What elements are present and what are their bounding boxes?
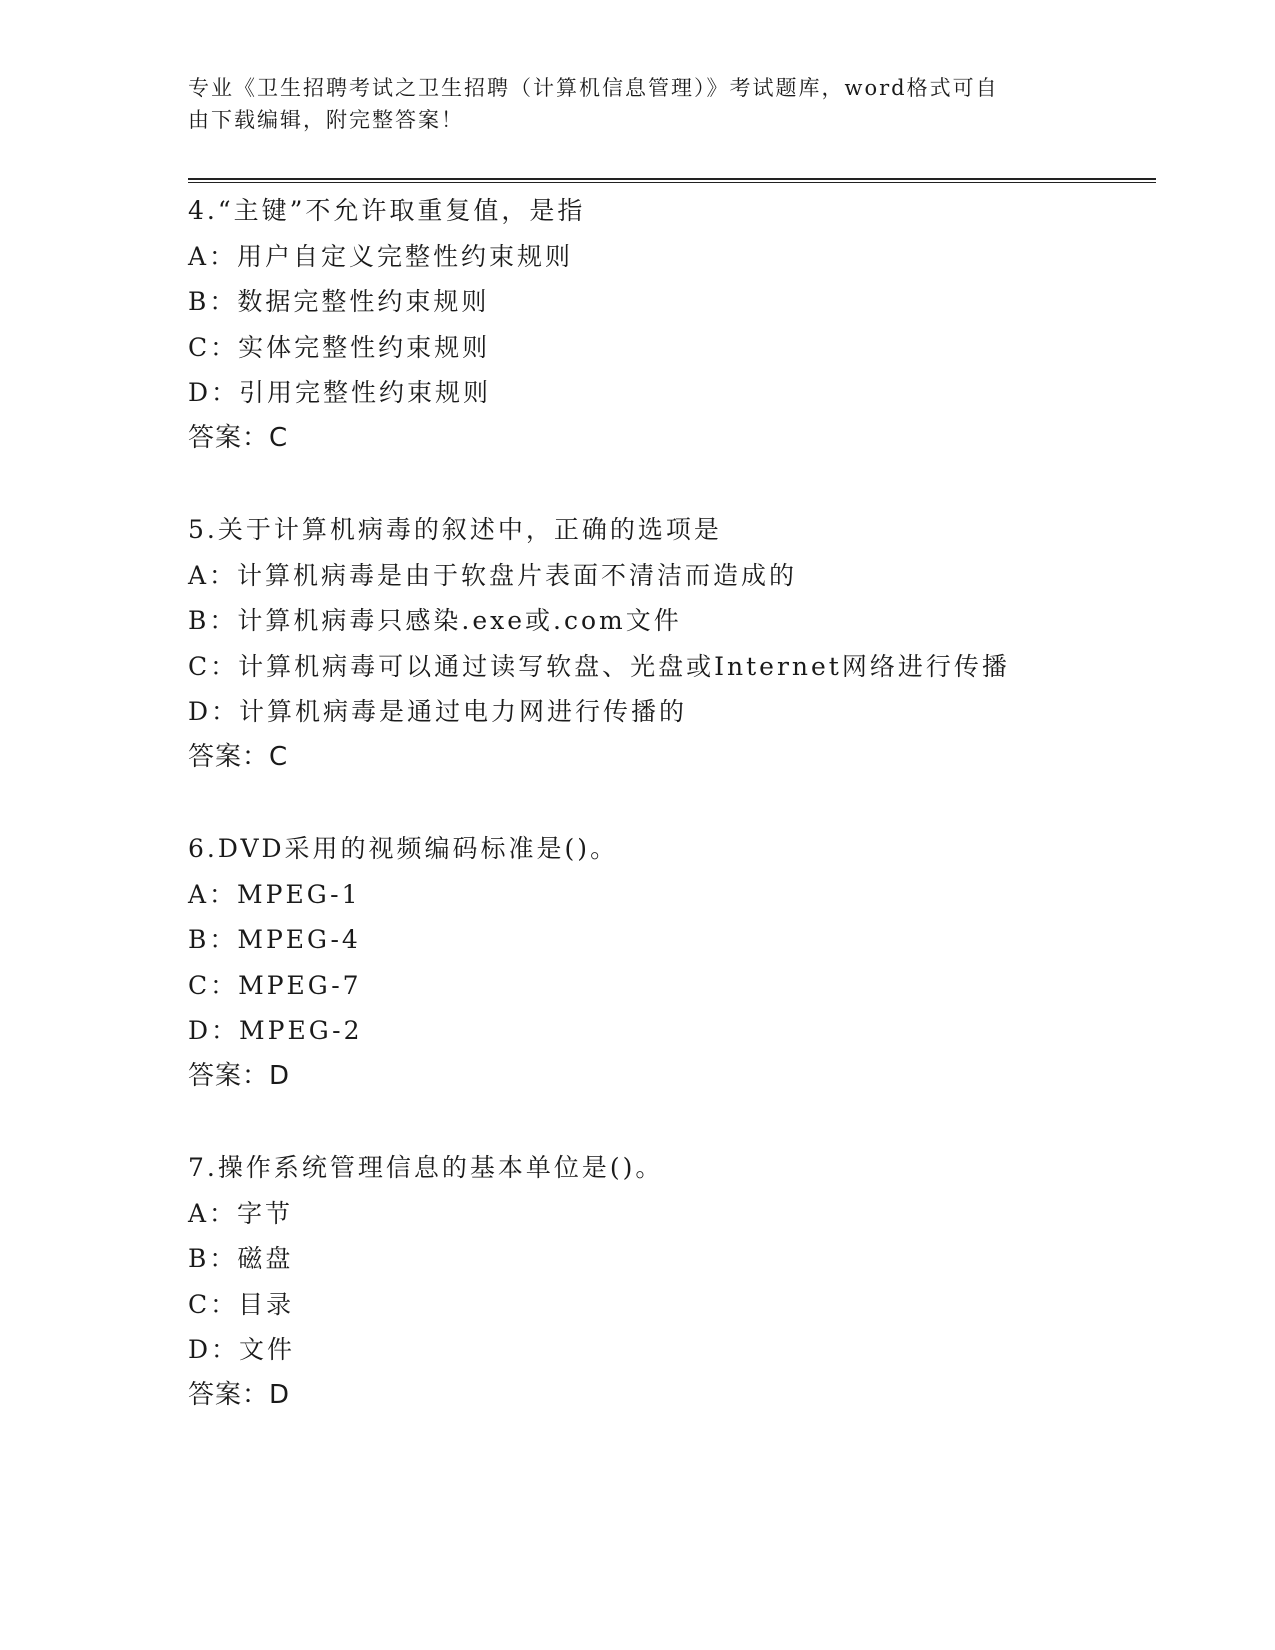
header-divider (188, 178, 1156, 183)
answer-label: 答案：C (188, 741, 289, 772)
question-stem: 5.关于计算机病毒的叙述中，正确的选项是 (188, 515, 722, 544)
option-a: A：计算机病毒是由于软盘片表面不清洁而造成的 (188, 560, 798, 590)
option-b: B：计算机病毒只感染.exe或.com文件 (188, 606, 682, 636)
header-line-1: 专业《卫生招聘考试之卫生招聘（计算机信息管理）》考试题库，word格式可自 (188, 76, 999, 100)
option-c: C：目录 (188, 1289, 295, 1319)
option-c: C：MPEG-7 (188, 970, 362, 1000)
option-d: D：计算机病毒是通过电力网进行传播的 (188, 697, 688, 727)
question-4 (188, 188, 1148, 462)
answer-label: 答案：D (188, 1060, 291, 1091)
option-a: A：用户自定义完整性约束规则 (188, 241, 574, 271)
header-line-2: 由下载编辑，附完整答案！ (188, 108, 464, 132)
option-b: B：MPEG-4 (188, 925, 361, 955)
option-c: C：计算机病毒可以通过读写软盘、光盘或Internet网络进行传播 (188, 651, 1010, 681)
option-c: C：实体完整性约束规则 (188, 332, 491, 362)
option-d: D：文件 (188, 1335, 296, 1365)
answer-label: 答案：D (188, 1379, 291, 1410)
option-b: B：数据完整性约束规则 (188, 287, 490, 317)
question-stem: 6.DVD采用的视频编码标准是()。 (188, 834, 619, 863)
answer-label: 答案：C (188, 422, 289, 453)
question-stem: 7.操作系统管理信息的基本单位是()。 (188, 1153, 664, 1182)
question-7 (188, 1145, 1148, 1419)
option-d: D：MPEG-2 (188, 1016, 363, 1046)
question-stem: 4.“主键”不允许取重复值，是指 (188, 196, 586, 225)
option-d: D：引用完整性约束规则 (188, 378, 492, 408)
option-b: B：磁盘 (188, 1244, 294, 1274)
option-a: A：字节 (188, 1198, 294, 1228)
document-header (188, 72, 1068, 136)
question-5 (188, 507, 1148, 781)
question-6 (188, 826, 1148, 1100)
option-a: A：MPEG-1 (188, 879, 361, 909)
